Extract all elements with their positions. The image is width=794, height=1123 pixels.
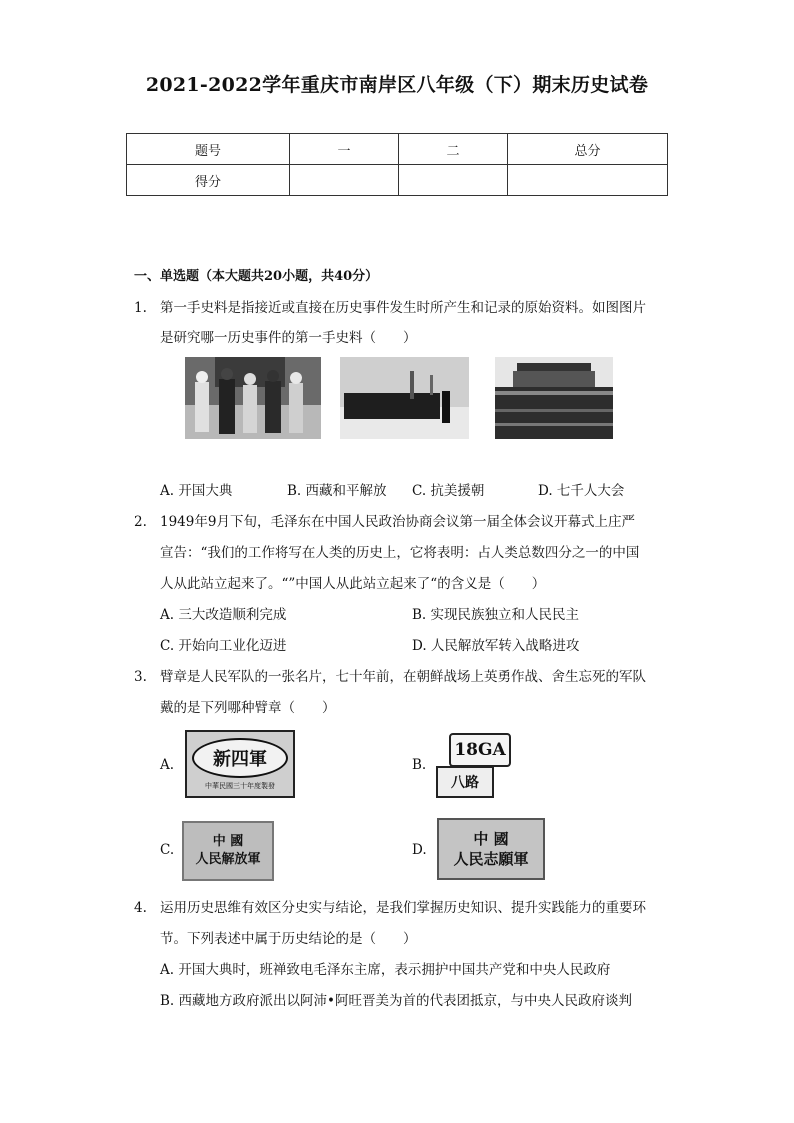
- option-b[interactable]: B. 西藏地方政府派出以阿沛•阿旺晋美为首的代表团抵京，与中央人民政府谈判: [160, 993, 632, 1009]
- question-text: 是研究哪一历史事件的第一手史料（ ）: [160, 330, 417, 346]
- option-d[interactable]: D. 人民解放军转入战略进攻: [412, 638, 580, 654]
- option-c[interactable]: C.: [160, 842, 175, 858]
- photo-troop-march: [340, 357, 469, 439]
- option-d[interactable]: D.: [412, 842, 427, 858]
- table-row: [127, 134, 668, 165]
- option-b[interactable]: B.: [412, 757, 427, 773]
- table-row: [127, 165, 668, 196]
- table-cell: 一: [290, 134, 399, 165]
- table-cell: 题号: [127, 134, 290, 165]
- option-c[interactable]: C. 开始向工业化迈进: [160, 638, 287, 654]
- armband-18ga[interactable]: [449, 733, 511, 767]
- armband-b-bottom: 八路: [451, 775, 479, 791]
- table-cell: 得分: [127, 165, 290, 196]
- armband-pla[interactable]: [182, 821, 274, 881]
- question-text: 1949年9月下旬，毛泽东在中国人民政治协商会议第一届全体会议开幕式上庄严: [160, 514, 635, 530]
- photo-founding-ceremony: [185, 357, 321, 439]
- armband-cpv[interactable]: [437, 818, 545, 880]
- armband-eighth-route[interactable]: [436, 766, 494, 798]
- option-b[interactable]: B. 西藏和平解放: [287, 483, 387, 499]
- armband-b-top: 18GA: [454, 740, 506, 760]
- option-c[interactable]: C. 抗美援朝: [412, 483, 485, 499]
- question-text: 第一手史料是指接近或直接在历史事件发生时所产生和记录的原始资料。如图图片: [160, 300, 646, 316]
- armband-d-line1: 中 國: [473, 830, 509, 848]
- question-number: 2.: [134, 514, 147, 530]
- question-text: 运用历史思维有效区分史实与结论，是我们掌握历史知识、提升实践能力的重要环: [160, 900, 646, 916]
- option-d[interactable]: D. 七千人大会: [538, 483, 625, 499]
- score-table: [126, 133, 668, 196]
- question-text: 戴的是下列哪种臂章（ ）: [160, 700, 336, 716]
- table-cell: 二: [399, 134, 508, 165]
- table-cell: [399, 165, 508, 196]
- armband-c-line1: 中 國: [212, 834, 244, 849]
- armband-new-fourth-army[interactable]: [185, 730, 295, 798]
- question-number: 3.: [134, 669, 147, 685]
- table-cell: [290, 165, 399, 196]
- table-cell: [508, 165, 668, 196]
- option-b[interactable]: B. 实现民族独立和人民民主: [412, 607, 580, 623]
- question-text: 人从此站立起来了。“”中国人从此站立起来了“的含义是（ ）: [160, 576, 546, 592]
- question-number: 1.: [134, 300, 147, 316]
- armband-a-text: 新四軍: [192, 738, 288, 778]
- armband-c-line2: 人民解放軍: [195, 852, 261, 867]
- option-a[interactable]: A. 三大改造顺利完成: [160, 607, 287, 623]
- question-text: 节。下列表述中属于历史结论的是（ ）: [160, 931, 417, 947]
- table-cell: 总分: [508, 134, 668, 165]
- option-a[interactable]: A. 开国大典时，班禅致电毛泽东主席，表示拥护中国共产党和中央人民政府: [160, 962, 611, 978]
- option-a[interactable]: A.: [160, 757, 175, 773]
- page-title: 2021-2022学年重庆市南岸区八年级（下）期末历史试卷: [145, 74, 649, 96]
- armband-a-sub: 中華民國三十年度製發: [205, 781, 275, 790]
- option-a[interactable]: A. 开国大典: [160, 483, 233, 499]
- question-text: 臂章是人民军队的一张名片，七十年前，在朝鲜战场上英勇作战、舍生忘死的军队: [160, 669, 646, 685]
- section-heading: 一、单选题（本大题共20小题，共40分）: [134, 269, 379, 284]
- question-text: 宣告：“我们的工作将写在人类的历史上，它将表明：占人类总数四分之一的中国: [160, 545, 640, 561]
- photo-tiananmen-crowd: [495, 357, 613, 439]
- question-number: 4.: [134, 900, 147, 916]
- armband-d-line2: 人民志願軍: [453, 850, 529, 868]
